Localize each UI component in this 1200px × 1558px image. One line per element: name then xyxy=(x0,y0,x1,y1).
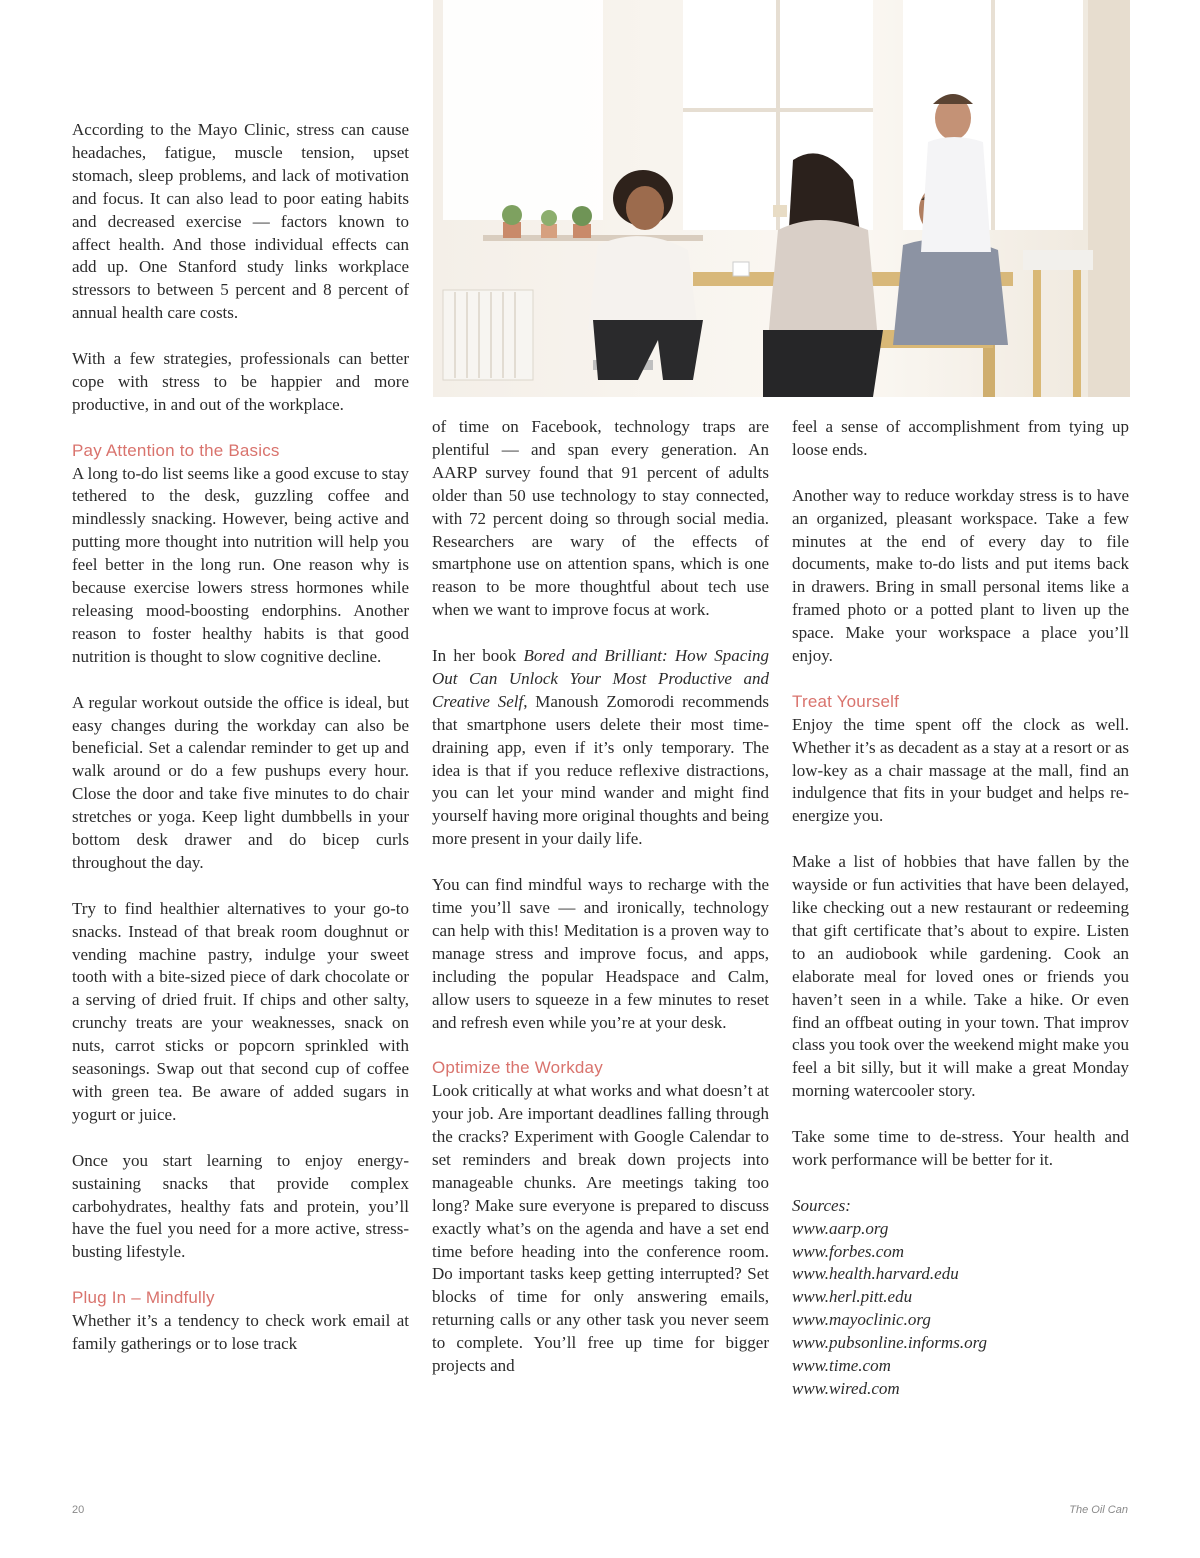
source-link[interactable]: www.wired.com xyxy=(792,1378,900,1398)
book-title: Bored and Brilliant: How Spacing Out Can Unlock Your Most Productive and Creative Self xyxy=(432,646,769,711)
paragraph: Enjoy the time spent off the clock as well. Whether it’s as decadent as a stay at a resort or as low-key as a chair massage at the mall, find an indulgence that fits in your budget and helps re-energize you. xyxy=(792,714,1129,826)
sources-label: Sources: xyxy=(792,1195,851,1215)
source-link[interactable]: www.aarp.org xyxy=(792,1218,889,1238)
publication-name: The Oil Can xyxy=(1069,1504,1128,1516)
source-link[interactable]: www.pubsonline.informs.org xyxy=(792,1333,988,1353)
sources-list xyxy=(792,1195,1129,1401)
section-heading-treat: Treat Yourself xyxy=(792,691,900,711)
column-3 xyxy=(792,416,1129,1401)
source-link[interactable]: www.forbes.com xyxy=(792,1241,905,1261)
source-link[interactable]: www.herl.pitt.edu xyxy=(792,1287,913,1307)
source-link[interactable]: www.mayoclinic.org xyxy=(792,1310,931,1330)
text: In her book xyxy=(432,646,524,666)
page-number: 20 xyxy=(72,1504,85,1516)
column-2 xyxy=(432,416,769,1378)
paragraph: Whether it’s a tendency to check work email at family gatherings or to lose track xyxy=(72,1311,409,1353)
paragraph: Take some time to de-stress. Your health and work performance will be better for it. xyxy=(792,1127,1129,1169)
paragraph: Look critically at what works and what doesn’t at your job. Are important deadlines falling through the cracks? Experiment with Google Calendar to set reminders and break down projects into manageable chunks. Are meetings taking too long? Make sure everyone is prepared to discuss exactly what’s on the agenda and have a set end time before heading into the conference room. Do important tasks keep getting interrupted? Set blocks of time for only answering emails, returning calls or any other task you never seem to complete. You’ll free up time for bigger projects and xyxy=(432,1081,769,1376)
section-heading-basics: Pay Attention to the Basics xyxy=(72,440,280,460)
paragraph: Another way to reduce workday stress is to have an organized, pleasant workspace. Take a few minutes at the end of every day to file documents, make to-do lists and put items back in drawers. Bring in small personal items like a framed photo or a potted plant to liven up the space. Make your workspace a place you’ll enjoy. xyxy=(792,485,1129,666)
source-link[interactable]: www.health.harvard.edu xyxy=(792,1264,959,1284)
source-link[interactable]: www.time.com xyxy=(792,1356,891,1376)
paragraph: You can find mindful ways to recharge with the time you’ll save — and ironically, technology can help with this! Meditation is a proven way to manage stress and improve focus, and apps, including the popular Headspace and Calm, allow users to squeeze in a few minutes to reset and refresh even while you’re at your desk. xyxy=(432,875,769,1032)
paragraph: Make a list of hobbies that have fallen by the wayside or fun activities that have been delayed, like checking out a new restaurant or redeeming that gift certificate that’s about to expire. Listen to an audiobook while gardening. Cook an elaborate meal for loved ones or friends you haven’t seen in a while. Take a hike. Or even find an offbeat outing in your town. That improv class you took over the weekend might make you feel a bit silly, but it will make a great Monday morning watercooler story. xyxy=(792,852,1129,1101)
column-1 xyxy=(72,119,409,1356)
paragraph: With a few strategies, professionals can better cope with stress to be happier and more productive, in and out of the workplace. xyxy=(72,349,409,414)
paragraph: feel a sense of accomplishment from tying up loose ends. xyxy=(792,417,1129,459)
paragraph: Once you start learning to enjoy energy-sustaining snacks that provide complex carbohydrates, healthy fats and protein, you’ll have the fuel you need for a more active, stress-busting lifestyle. xyxy=(72,1150,409,1262)
paragraph: A long to-do list seems like a good excuse to stay tethered to the desk, guzzling coffee and mindlessly snacking. However, being active and putting more thought into nutrition will help you feel better in the long run. One reason why is because exercise lowers stress hormones while releasing mood-boosting endorphins. Another reason to foster healthy habits is that good nutrition is thought to slow cognitive decline. xyxy=(72,463,409,666)
paragraph: of time on Facebook, technology traps are plentiful — and span every generation. An AARP survey found that 91 percent of adults older than 50 use technology to stay connected, with 72 percent doing so through social media. Researchers are wary of the effects of smartphone use on attention spans, which is one reason to be more thoughtful about tech use when we want to improve focus at work. xyxy=(432,417,769,620)
paragraph: A regular workout outside the office is ideal, but easy changes during the workday can also be beneficial. Set a calendar reminder to get up and walk around or do a few pushups every hour. Close the door and take five minutes to do chair stretches or yoga. Keep light dumbbells in your bottom desk drawer and do bicep curls throughout the day. xyxy=(72,692,409,872)
section-heading-plug-in: Plug In – Mindfully xyxy=(72,1288,215,1308)
paragraph: According to the Mayo Clinic, stress can cause headaches, fatigue, muscle tension, upset stomach, sleep problems, and lack of motivation and focus. It can also lead to poor eating habits and decreased exercise — factors known to affect health. And those individual effects can add up. One Stanford study links workplace stressors to between 5 percent and 8 percent of annual health care costs. xyxy=(72,120,409,323)
paragraph: Try to find healthier alternatives to your go-to snacks. Instead of that break room doughnut or vending machine pastry, indulge your sweet tooth with a bite-sized piece of dark chocolate or a serving of dried fruit. If chips and other salty, crunchy treats are your weaknesses, snack on nuts, carrot sticks or popcorn sprinkled with seasonings. Swap out that second cup of coffee with green tea. Be aware of added sugars in yogurt or juice. xyxy=(72,898,409,1124)
office-break-photo xyxy=(433,0,1130,397)
text: , Manoush Zomorodi recommends that smartphone users delete their most time-draining app, even if it’s only temporary. The idea is that if you reduce reflexive distractions, you can let your mind wander and might find yourself having more original thoughts and being more present in your daily life. xyxy=(432,691,769,849)
section-heading-optimize: Optimize the Workday xyxy=(432,1058,603,1078)
paragraph xyxy=(432,645,769,851)
